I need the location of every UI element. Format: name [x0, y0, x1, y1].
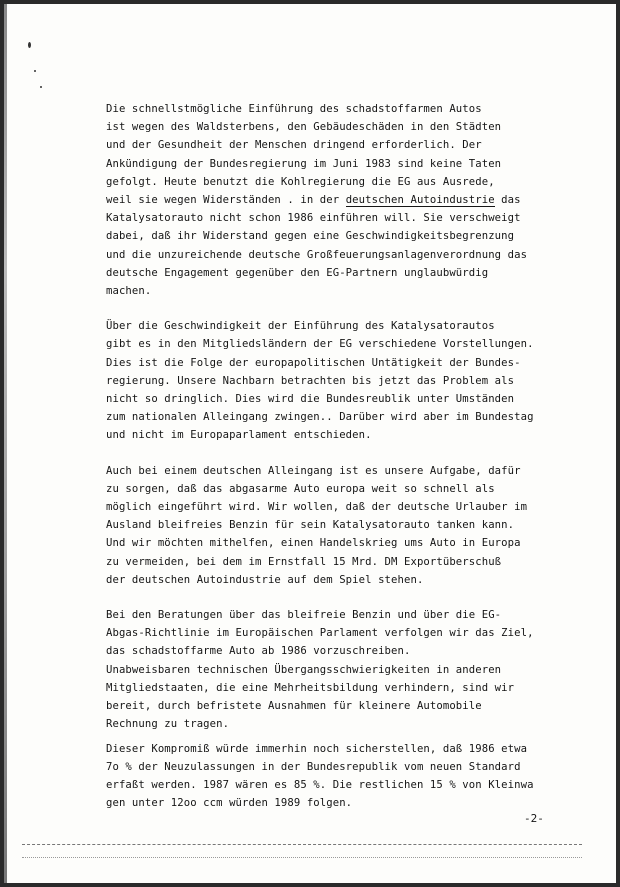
text-line: Ausland bleifreies Benzin für sein Katalysatorauto tanken kann. — [106, 519, 515, 532]
text-line: regierung. Unsere Nachbarn betrachten bis jetzt das Problem als — [106, 374, 515, 387]
paragraph-5 — [106, 740, 552, 813]
underlined-phrase: deutschen Autoindustrie — [345, 194, 495, 207]
text-line: und der Gesundheit der Menschen dringend erforderlich. Der — [106, 139, 482, 152]
text-line: bereit, durch befristete Ausnahmen für kleinere Automobile — [106, 700, 482, 713]
scan-dotted-line — [22, 857, 582, 858]
text-line: erfaßt werden. 1987 wären es 85 %. Die restlichen 15 % von Kleinwa — [106, 778, 534, 791]
text-line: Unabweisbaren technischen Übergangsschwierigkeiten in anderen — [106, 663, 502, 676]
text-line: der deutschen Autoindustrie auf dem Spiel stehen. — [106, 573, 424, 586]
text-line: machen. — [106, 285, 152, 298]
scan-speck — [28, 42, 31, 48]
text-line: 7o % der Neuzulassungen in der Bundesrepublik vom neuen Standard — [106, 760, 521, 773]
page-number: -2- — [524, 812, 544, 825]
text-line: Die schnellstmögliche Einführung des schadstoffarmen Autos — [106, 103, 482, 115]
paragraph-1 — [106, 100, 552, 300]
text-line: möglich eingeführt wird. Wir wollen, daß der deutsche Urlauber im — [106, 501, 528, 514]
text-line: Rechnung zu tragen. — [106, 718, 230, 731]
text-line: ist wegen des Waldsterbens, den Gebäudeschäden in den Städten — [106, 121, 502, 134]
document-body — [106, 100, 552, 829]
paragraph-2 — [106, 317, 552, 444]
text-line: Mitgliedstaaten, die eine Mehrheitsbildung verhindern, sind wir — [106, 681, 515, 694]
text-line: gen unter 12oo ccm würden 1989 folgen. — [106, 797, 353, 810]
scan-speck — [40, 86, 42, 88]
text-line: dabei, daß ihr Widerstand gegen eine Geschwindigkeitsbegrenzung — [106, 230, 515, 243]
text-line: zu vermeiden, bei dem im Ernstfall 15 Mrd. DM Exportüberschuß — [106, 555, 502, 568]
text-line: Katalysatorauto nicht schon 1986 einführen will. Sie verschweigt — [106, 212, 521, 225]
text-line: Auch bei einem deutschen Alleingang ist es unsere Aufgabe, dafür — [106, 464, 521, 477]
text-line: und nicht im Europaparlament entschieden. — [106, 429, 372, 442]
text-line: deutsche Engagement gegenüber den EG-Partnern unglaubwürdig — [106, 266, 489, 279]
text-line: Und wir möchten mithelfen, einen Handelskrieg ums Auto in Europa — [106, 537, 521, 550]
text-line: Ankündigung der Bundesregierung im Juni 1983 sind keine Taten — [106, 157, 502, 170]
text-line: Dies ist die Folge der europapolitischen Untätigkeit der Bundes- — [106, 356, 521, 369]
text-line: zu sorgen, daß das abgasarme Auto europa weit so schnell als — [106, 482, 495, 495]
text-line: gefolgt. Heute benutzt die Kohlregierung die EG aus Ausrede, — [106, 175, 495, 188]
text-line: Über die Geschwindigkeit der Einführung des Katalysatorautos — [106, 320, 495, 333]
text-line-underlined: weil sie wegen Widerständen . in der deutschen Autoindustrie das — [106, 194, 521, 207]
document-page — [4, 4, 616, 883]
text-line: gibt es in den Mitgliedsländern der EG verschiedene Vorstellungen. — [106, 338, 534, 351]
scan-speck — [34, 70, 36, 72]
text-line: und die unzureichende deutsche Großfeuerungsanlagenverordnung das — [106, 248, 528, 261]
text-line: Bei den Beratungen über das bleifreie Benzin und über die EG- — [106, 609, 502, 622]
paragraph-4 — [106, 606, 552, 733]
text-line: das schadstoffarme Auto ab 1986 vorzuschreiben. — [106, 645, 411, 658]
text-line: zum nationalen Alleingang zwingen.. Darüber wird aber im Bundestag — [106, 411, 534, 424]
paragraph-3 — [106, 462, 552, 589]
text-line: Abgas-Richtlinie im Europäischen Parlament verfolgen wir das Ziel, — [106, 627, 534, 640]
scan-dashed-line — [22, 844, 582, 845]
text-line: nicht so dringlich. Dies wird die Bundesreublik unter Umständen — [106, 393, 515, 406]
scan-edge — [4, 4, 7, 883]
text-line: Dieser Kompromiß würde immerhin noch sicherstellen, daß 1986 etwa — [106, 742, 528, 755]
